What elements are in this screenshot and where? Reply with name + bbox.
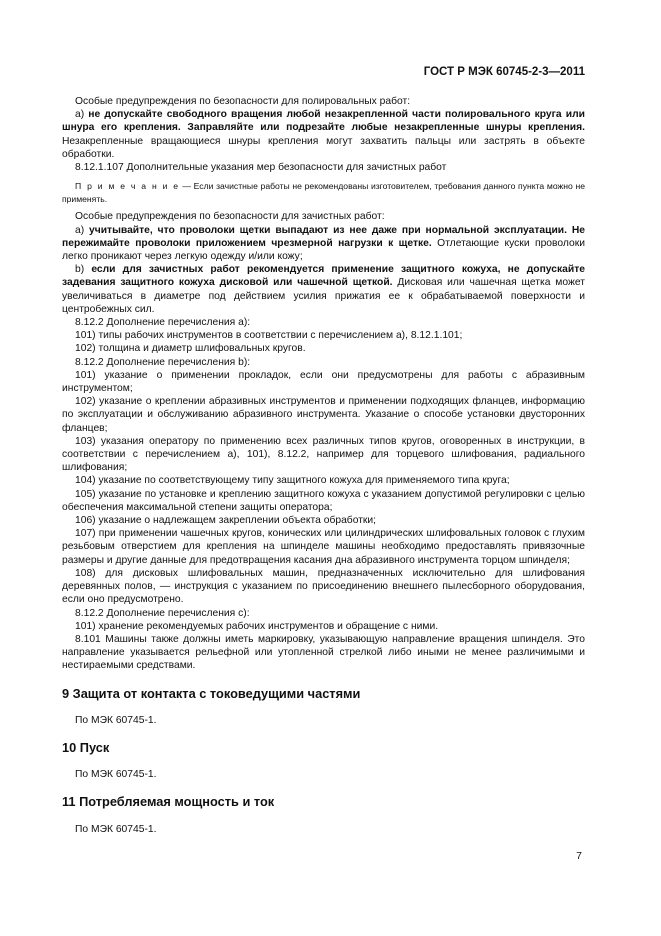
item-label: а) bbox=[75, 224, 89, 236]
paragraph: Особые предупреждения по безопасности для полировальных работ: bbox=[75, 96, 411, 107]
list-item: 101) хранение рекомендуемых рабочих инструментов и обращение с ними. bbox=[75, 620, 439, 632]
section-text: По МЭК 60745-1. bbox=[75, 714, 157, 726]
list-item: 103) указания оператору по применению всех различных типов кругов, оговоренных в инструкции, в соответствии с перечислением а), 101), 8.12.2, например для торцевого шлифования, радиального шлифования; bbox=[62, 435, 585, 474]
clause-title: 8.12.1.107 Дополнительные указания мер безопасности для зачистных работ bbox=[75, 162, 447, 174]
bold-warning: если для зачистных работ рекомендуется применение защитного кожуха, не допускайте задевания защитного кожуха дисковой или чашечной щеткой. bbox=[62, 264, 585, 289]
note-text: — Если зачистные работы не рекомендованы изготовителем, требования данного пункта можно не применять. bbox=[62, 181, 585, 204]
list-item: 108) для дисковых шлифовальных машин, предназначенных исключительно для шлифования деревянных полов, — инструкция с указанием по присоединению внешнего пылесборного оборудования, если оно предусмотрено. bbox=[62, 567, 585, 606]
list-item: 104) указание по соответствующему типу защитного кожуха для применяемого типа круга; bbox=[75, 475, 510, 487]
list-item: 105) указание по установке и креплению защитного кожуха с указанием допустимой регулировки с целью обеспечения максимальной степени защиты оператора; bbox=[62, 488, 585, 513]
section-heading: 11 Потребляемая мощность и ток bbox=[62, 794, 275, 810]
list-item: 8.12.2 Дополнение перечисления с): bbox=[75, 607, 250, 619]
document-header: ГОСТ Р МЭК 60745-2-3—2011 bbox=[423, 66, 585, 78]
note-label: П р и м е ч а н и е bbox=[75, 181, 180, 192]
warning-text: Незакрепленные вращающиеся шнуры крепления могут захватить пальцы или застрять в объекте обработки. bbox=[62, 135, 585, 160]
paragraph bbox=[62, 263, 585, 316]
bold-warning: учитывайте, что проволоки щетки выпадают из нее даже при нормальной эксплуатации. Не пережимайте проволоки приложением чрезмерной нагрузки к щетке. bbox=[62, 224, 585, 249]
list-item: 101) типы рабочих инструментов в соответствии с перечислением а), 8.12.1.101; bbox=[75, 330, 463, 342]
list-item: 8.12.2 Дополнение перечисления а): bbox=[75, 317, 251, 329]
section-text: По МЭК 60745-1. bbox=[75, 823, 157, 835]
warning-text: Дисковая или чашечная щетка может увеличиваться в диаметре под действием усилия прижатия ее к обрабатываемой поверхности и центробежных сил. bbox=[62, 277, 585, 315]
list-item: 107) при применении чашечных кругов, конических или цилиндрических шлифовальных головок с глухим резьбовым отверстием для крепления на шпинделе машины необходимо предоставлять привязочные размеры и другие данные для предотвращения касания дна абразивного инструмента торцом шпинделя; bbox=[62, 528, 585, 566]
note bbox=[62, 180, 585, 205]
paragraph: Особые предупреждения по безопасности для зачистных работ: bbox=[75, 211, 385, 223]
item-label: а) bbox=[75, 109, 89, 121]
warning-text: Отлетающие куски проволоки легко проникают через легкую одежду и/или кожу; bbox=[62, 237, 585, 263]
list-item: 101) указание о применении прокладок, если они предусмотрены для работы с абразивным инструментом; bbox=[62, 369, 585, 395]
document-body bbox=[62, 95, 585, 836]
list-item: 102) толщина и диаметр шлифовальных кругов. bbox=[75, 343, 306, 355]
section-heading: 10 Пуск bbox=[62, 739, 110, 755]
list-item: 8.101 Машины также должны иметь маркировку, указывающую направление вращения шпинделя. Это направление указывается рельефной или утопленной стрелкой либо иными не менее различимыми и нестираемыми средствами. bbox=[62, 633, 585, 672]
bold-warning: не допускайте свободного вращения любой незакрепленной части полировального круга или шнура его крепления. Заправляйте или подрезайте любые незакрепленные шнуры крепления. bbox=[62, 109, 585, 134]
list-item: 8.12.2 Дополнение перечисления b): bbox=[75, 356, 251, 368]
paragraph bbox=[62, 224, 585, 264]
item-label: b) bbox=[75, 264, 92, 276]
paragraph bbox=[62, 108, 585, 161]
page-number: 7 bbox=[576, 850, 582, 862]
section-text: По МЭК 60745-1. bbox=[75, 769, 157, 781]
section-heading: 9 Защита от контакта с токоведущими частями bbox=[62, 685, 361, 701]
list-item: 106) указание о надлежащем закреплении объекта обработки; bbox=[75, 515, 377, 527]
list-item: 102) указание о креплении абразивных инструментов и применении подходящих фланцев, информацию по эксплуатации и обслуживанию абразивного инструмента. Указание о способе установки двусторонних фланцев; bbox=[62, 396, 585, 434]
